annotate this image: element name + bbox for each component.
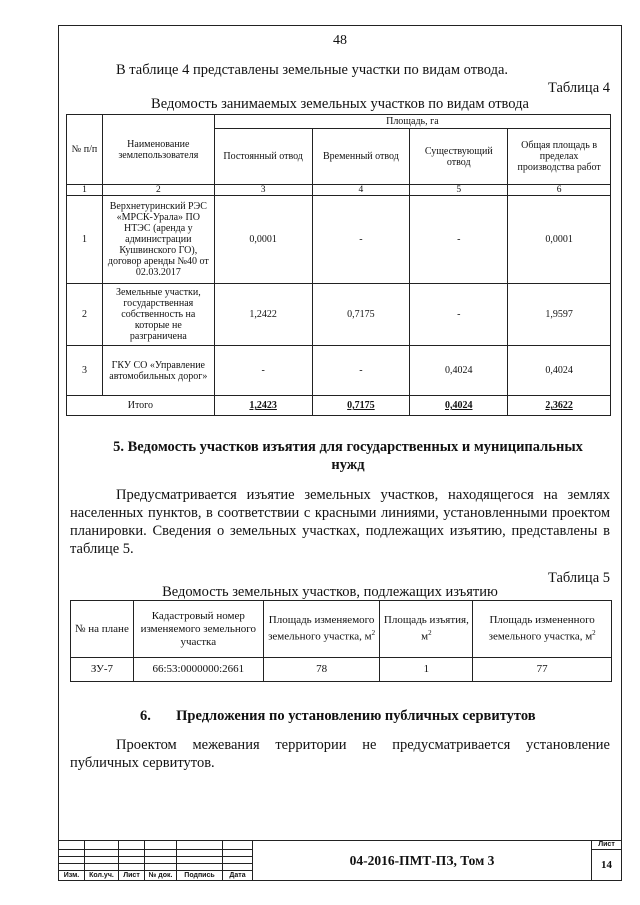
table4 [66, 114, 611, 416]
row-name: Земельные участки, государственная собственность на которые не разграничена [102, 284, 214, 346]
table4-header-area-group: Площадь, га [214, 115, 610, 129]
row-temporary: - [312, 346, 410, 396]
table5-header-area-changed: Площадь измененного земельного участка, $м^2$ [473, 601, 612, 658]
section6-paragraph: Проектом межевания территории не предусматривается установление публичных сервитутов. [70, 737, 610, 771]
section6-number: 6. [140, 708, 151, 724]
row-temporary: 0,7175 [312, 284, 410, 346]
table4-caption: Ведомость занимаемых земельных участков по видам отвода [151, 96, 529, 112]
row-existing: 0,4024 [410, 346, 508, 396]
section5-heading [88, 438, 608, 474]
sheet-label: Лист [592, 841, 622, 850]
stamp-col-doc: № док. [145, 871, 177, 881]
row-num: 1 [67, 196, 103, 284]
stamp-col-kol: Кол.уч. [85, 871, 119, 881]
section5-paragraph: Предусматривается изъятие земельных участков, находящегося на землях населенных пунктов, в соответствии с красными линиями, установленными проектом планировки. Сведения о земельных участках, подлежащих изъятию, представлены в таблице 5. [70, 487, 610, 557]
table4-label: Таблица 4 [547, 80, 610, 96]
row-plan-num: ЗУ-7 [71, 658, 134, 682]
row-existing: - [410, 196, 508, 284]
row-area-seizure: 1 [380, 658, 473, 682]
table-row [67, 346, 611, 396]
table5-header-area-seizure: Площадь изъятия, $м^2$ [380, 601, 473, 658]
table4-col-number: 4 [312, 185, 410, 196]
table-row [67, 284, 611, 346]
row-area-changing: 78 [263, 658, 380, 682]
table5 [70, 600, 612, 682]
row-permanent: - [214, 346, 312, 396]
stamp-col-sign: Подпись [177, 871, 223, 881]
page-number: 48 [333, 33, 347, 48]
section6-heading [140, 708, 536, 725]
table5-header-area-changing: Площадь изменяемого земельного участка, $м^2$ [263, 601, 380, 658]
table5-header-plan-num: № на плане [71, 601, 134, 658]
row-name: Верхнетуринский РЭС «МРСК-Урала» ПО НТЭС (аренда у администрации Кушвинского ГО), договор аренды №40 от 02.03.2017 [102, 196, 214, 284]
row-num: 3 [67, 346, 103, 396]
row-area-changed: 77 [473, 658, 612, 682]
table-row [67, 196, 611, 284]
total-permanent: 1,2423 [214, 396, 312, 416]
total-temporary: 0,7175 [312, 396, 410, 416]
table-total-row [67, 396, 611, 416]
row-total: 1,9597 [508, 284, 611, 346]
total-label: Итого [67, 396, 215, 416]
stamp-col-list: Лист [119, 871, 145, 881]
row-temporary: - [312, 196, 410, 284]
sheet-number: 14 [592, 850, 622, 881]
table4-col-number: 5 [410, 185, 508, 196]
table4-header-temporary: Временный отвод [312, 129, 410, 185]
table5-header-cadastral: Кадастровый номер изменяемого земельного участка [133, 601, 263, 658]
table-row [71, 658, 612, 682]
row-name: ГКУ СО «Управление автомобильных дорог» [102, 346, 214, 396]
table4-header-total: Общая площадь в пределах производства работ [508, 129, 611, 185]
document-code: 04-2016-ПМТ-ПЗ, Том 3 [253, 841, 592, 881]
stamp-col-izm: Изм. [59, 871, 85, 881]
row-existing: - [410, 284, 508, 346]
table4-header-name: Наименование землепользователя [102, 115, 214, 185]
row-num: 2 [67, 284, 103, 346]
row-cadastral: 66:53:0000000:2661 [133, 658, 263, 682]
table4-header-num: № п/п [67, 115, 103, 185]
table5-caption: Ведомость земельных участков, подлежащих изъятию [162, 584, 498, 600]
row-permanent: 1,2422 [214, 284, 312, 346]
total-existing: 0,4024 [410, 396, 508, 416]
table4-header-existing: Существующий отвод [410, 129, 508, 185]
table4-col-number: 6 [508, 185, 611, 196]
row-total: 0,4024 [508, 346, 611, 396]
title-block [58, 840, 622, 881]
intro-paragraph: В таблице 4 представлены земельные участки по видам отвода. [116, 62, 509, 78]
section5-heading-line2: нужд [331, 457, 365, 473]
section5-heading-line1: 5. Ведомость участков изъятия для государственных и муниципальных [113, 439, 583, 455]
total-total: 2,3622 [508, 396, 611, 416]
table4-col-number: 2 [102, 185, 214, 196]
row-total: 0,0001 [508, 196, 611, 284]
table5-label: Таблица 5 [547, 570, 610, 586]
table4-col-number: 1 [67, 185, 103, 196]
table4-col-number: 3 [214, 185, 312, 196]
table4-header-permanent: Постоянный отвод [214, 129, 312, 185]
row-permanent: 0,0001 [214, 196, 312, 284]
stamp-col-date: Дата [223, 871, 253, 881]
section6-title: Предложения по установлению публичных сервитутов [176, 708, 536, 724]
